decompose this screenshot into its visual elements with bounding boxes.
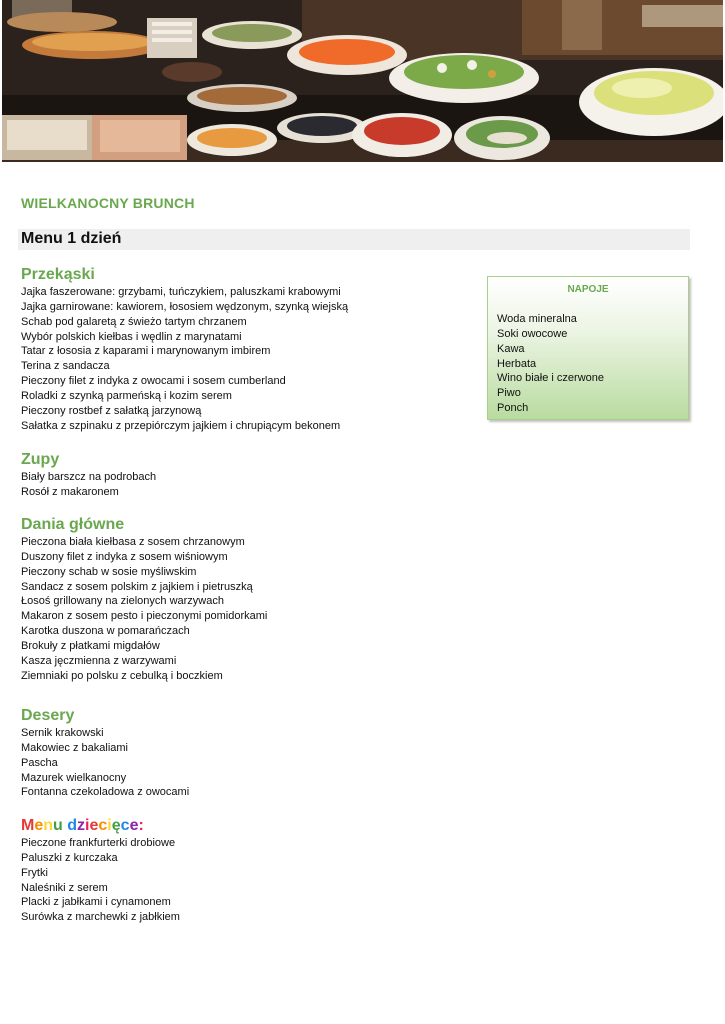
menu-item: Pieczony filet z indyka z owocami i sosem cumberland — [21, 375, 286, 388]
section-title: Desery — [21, 707, 75, 724]
buffet-header-photo — [2, 0, 723, 162]
menu-item: Pieczony rostbef z sałatką jarzynową — [21, 404, 202, 417]
drink-item: Woda mineralna — [497, 313, 577, 325]
menu-item: Ziemniaki po polsku z cebulką i boczkiem — [21, 669, 223, 682]
menu-item: Sałatka z szpinaku z przepiórczym jajkiem i chrupiącym bekonem — [21, 419, 341, 432]
drink-item: Wino białe i czerwone — [497, 372, 604, 385]
menu-list — [21, 470, 156, 500]
menu-item: Makaron z sosem pesto i pieczonymi pomidorkami — [21, 610, 268, 623]
section-appetizers — [21, 265, 348, 433]
menu-item: Karotka duszona w pomarańczach — [21, 625, 190, 638]
menu-item: Pieczone frankfurterki drobiowe — [21, 837, 176, 849]
drinks-list — [497, 312, 604, 416]
menu-item: Makowiec z bakaliami — [21, 741, 128, 754]
menu-item: Sernik krakowski — [21, 727, 104, 739]
section-main-courses — [21, 515, 267, 683]
kids-title-letter: e — [34, 817, 44, 834]
section-soups — [21, 450, 156, 500]
menu-item: Frytki — [21, 866, 48, 879]
kids-title-letter: e — [89, 817, 99, 834]
kids-title-letter: e — [129, 817, 139, 834]
section-desserts — [21, 706, 189, 800]
menu-item: Duszony filet z indyka z sosem wiśniowym — [21, 550, 228, 563]
kids-title-letter: ę — [111, 817, 121, 834]
menu-item: Placki z jabłkami i cynamonem — [21, 896, 171, 909]
menu-list — [21, 285, 348, 433]
drink-item: Piwo — [497, 387, 521, 400]
drink-item: Herbata — [497, 357, 537, 370]
menu-item: Wybór polskich kiełbas i wędlin z marynatami — [21, 330, 242, 343]
menu-item: Pieczona biała kiełbasa z sosem chrzanowym — [21, 536, 245, 548]
drink-item: Kawa — [497, 342, 525, 355]
menu-item: Rosół z makaronem — [21, 485, 119, 498]
kids-title-letter: z — [77, 817, 86, 834]
kids-title-letter: c — [98, 817, 108, 834]
menu-item: Pieczony schab w sosie myśliwskim — [21, 565, 197, 578]
section-title: Dania główne — [21, 516, 125, 533]
menu-item: Fontanna czekoladowa z owocami — [21, 786, 190, 799]
menu-day-header — [18, 229, 690, 250]
section-kids-menu — [21, 816, 180, 925]
menu-item: Sandacz z sosem polskim z jajkiem i pietruszką — [21, 580, 253, 593]
menu-item: Naleśniki z serem — [21, 881, 108, 894]
kids-title-letter: c — [120, 817, 130, 834]
section-title: Przekąski — [21, 266, 95, 283]
menu-item: Brokuły z płatkami migdałów — [21, 639, 160, 652]
menu-item: Kasza jęczmienna z warzywami — [21, 654, 177, 667]
menu-item: Pascha — [21, 756, 58, 769]
menu-item: Schab pod galaretą z świeżo tartym chrzanem — [21, 315, 247, 328]
drinks-title: NAPOJE — [567, 284, 609, 295]
menu-item: Tatar z łososia z kaparami i marynowanym imbirem — [21, 345, 271, 358]
kids-title-letter: d — [67, 817, 78, 834]
menu-item: Jajka garnirowane: kawiorem, łososiem wędzonym, szynką wiejską — [21, 300, 349, 313]
menu-item: Mazurek wielkanocny — [21, 771, 127, 784]
menu-list — [21, 836, 180, 925]
menu-list — [21, 726, 189, 800]
menu-item: Biały barszcz na podrobach — [21, 471, 157, 483]
menu-item: Terina z sandacza — [21, 360, 110, 373]
kids-title-letter: i — [85, 817, 90, 834]
section-title: Zupy — [21, 451, 60, 468]
buffet-photo-illustration — [2, 0, 723, 162]
kids-title-letter: : — [138, 817, 144, 834]
menu-item: Roladki z szynką parmeńską i kozim serem — [21, 389, 232, 402]
menu-list — [21, 535, 267, 683]
menu-item: Łosoś grillowany na zielonych warzywach — [21, 595, 224, 608]
drink-item: Ponch — [497, 402, 529, 415]
section-title-rainbow — [21, 816, 180, 836]
document-title: WIELKANOCNY BRUNCH — [21, 195, 195, 211]
kids-title-letter: i — [107, 817, 112, 834]
menu-item: Surówka z marchewki z jabłkiem — [21, 911, 180, 924]
menu-item: Jajka faszerowane: grzybami, tuńczykiem, paluszkami krabowymi — [21, 286, 341, 298]
kids-title-letter: n — [43, 817, 54, 834]
kids-title-letter: u — [53, 817, 63, 834]
kids-title-letter: M — [21, 817, 35, 834]
menu-item: Paluszki z kurczaka — [21, 851, 118, 864]
drink-item: Soki owocowe — [497, 327, 568, 340]
menu-day-title: Menu 1 dzień — [21, 230, 122, 247]
drinks-box — [487, 276, 689, 420]
